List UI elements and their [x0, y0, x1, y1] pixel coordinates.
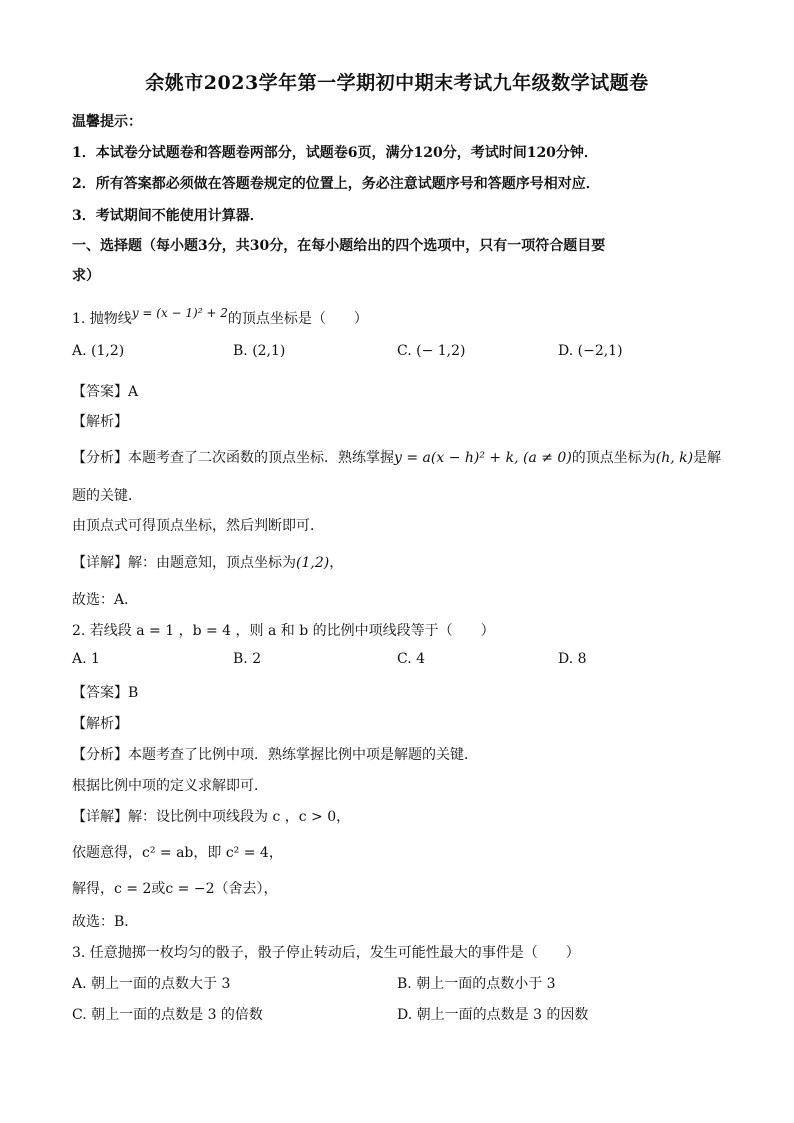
q1-detail [72, 552, 343, 572]
q3-option-c: C. 朝上一面的点数是 3 的倍数 [72, 1007, 263, 1023]
tips-heading: 温馨提示： [72, 114, 142, 130]
q1-option-a: A. (1,2) [72, 343, 125, 359]
q1-choose: 故选：A． [72, 592, 139, 608]
q1-detail-math: (1,2) [296, 555, 330, 571]
q1-fenxi [72, 447, 721, 467]
q1-fenxi-math: y = a(x − h)² + k, (a ≠ 0) [394, 450, 572, 466]
q2-fenxi-text: 本题考查了比例中项．熟练掌握比例中项是解题的关键． [128, 747, 478, 763]
q2-choose: 故选：B． [72, 914, 139, 930]
q3-option-a: A. 朝上一面的点数大于 3 [72, 976, 231, 992]
q2-option-d: D. 8 [558, 651, 587, 667]
q1-detail-text: 解：由题意知，顶点坐标为 [128, 555, 296, 571]
q2-detail-text: 解：设比例中项线段为 c ，c > 0， [128, 809, 351, 825]
q2-analysis-tag: 【解析】 [72, 716, 128, 732]
q2-fenxi [72, 744, 478, 764]
q1-fenxi-cont: 题的关键． [72, 488, 142, 504]
q1-answer: 【答案】A [72, 384, 139, 400]
q1-detail-tag: 【详解】 [72, 555, 128, 571]
q1-option-c: C. (− 1,2) [397, 343, 466, 359]
q1-fenxi-tag: 【分析】 [72, 450, 128, 466]
q3-option-b: B. 朝上一面的点数小于 3 [397, 976, 556, 992]
section-heading: 一、选择题（每小题3分，共30分，在每小题给出的四个选项中，只有一项符合题目要 [72, 238, 606, 254]
q2-stem: 2. 若线段 a = 1 ，b = 4 ，则 a 和 b 的比例中项线段等于（ ） [72, 623, 495, 639]
q2-step1: 依题意得，c² = ab，即 c² = 4， [72, 845, 283, 861]
q2-detail [72, 806, 350, 826]
q2-option-c: C. 4 [397, 651, 426, 667]
q1-option-d: D. (−2,1) [558, 343, 623, 359]
q1-fenxi-math2: (h, k) [655, 450, 694, 466]
q1-fenxi-text2: 的顶点坐标为 [571, 450, 656, 466]
q2-detail-tag: 【详解】 [72, 809, 128, 825]
tip-3: 3．考试期间不能使用计算器． [72, 208, 264, 224]
q1-fenxi-text3: 是解 [693, 450, 722, 466]
q1-detail-end: ， [329, 555, 344, 571]
q2-answer: 【答案】B [72, 685, 139, 701]
q2-fenxi-tag: 【分析】 [72, 747, 128, 763]
q2-method: 根据比例中项的定义求解即可． [72, 778, 268, 794]
tip-1: 1．本试卷分试题卷和答题卷两部分，试题卷6页，满分120分，考试时间120分钟． [72, 145, 598, 161]
page-title: 余姚市2023学年第一学期初中期末考试九年级数学试题卷 [145, 72, 649, 94]
q1-option-b: B. (2,1) [233, 343, 286, 359]
q2-option-b: B. 2 [233, 651, 262, 667]
section-heading-cont: 求） [72, 268, 100, 284]
q3-option-d: D. 朝上一面的点数是 3 的因数 [397, 1007, 589, 1023]
q3-stem: 3. 任意抛掷一枚均匀的骰子，骰子停止转动后，发生可能性最大的事件是（ ） [72, 945, 580, 961]
q1-stem-math: y = (x − 1)² + 2 [131, 306, 228, 320]
q2-step2: 解得，c = 2或c = −2（舍去）， [72, 881, 278, 897]
q2-option-a: A. 1 [72, 651, 100, 667]
q1-method: 由顶点式可得顶点坐标，然后判断即可． [72, 518, 324, 534]
tip-2: 2．所有答案都必须做在答题卷规定的位置上，务必注意试题序号和答题序号相对应． [72, 176, 600, 192]
q1-stem-suffix: 的顶点坐标是（ ） [227, 311, 368, 327]
q1-stem [72, 308, 368, 328]
q1-analysis-tag: 【解析】 [72, 414, 128, 430]
q1-fenxi-text1: 本题考查了二次函数的顶点坐标．熟练掌握 [128, 450, 394, 466]
q1-stem-prefix: 1. 抛物线 [72, 311, 132, 327]
